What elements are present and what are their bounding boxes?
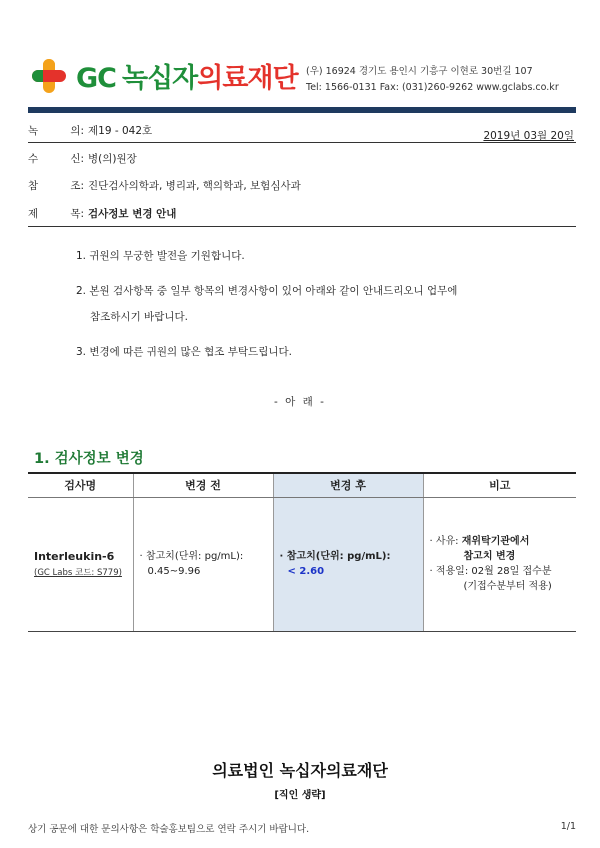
note-apply-date: · 적용일: 02월 28일 접수분 (429, 566, 552, 577)
after-value: < 2.60 (287, 566, 325, 577)
recipient-row (28, 151, 137, 166)
label-char: 제 (28, 208, 39, 220)
gc-logo (30, 56, 298, 95)
test-code: (GC Labs 코드: S779) (34, 568, 122, 578)
logo-name-green: 녹십자 (121, 63, 198, 94)
gc-cross-logo-icon (30, 57, 68, 95)
paragraph-1: 1. 귀원의 무궁한 발전을 기원합니다. (76, 250, 245, 262)
header-after: 변경 후 (273, 473, 423, 497)
note-reason-text: 재위탁기관에서 (461, 536, 530, 547)
address: (우) 16924 경기도 용인시 기흥구 이현로 30번길 107 (306, 66, 533, 77)
paragraph-2-line-2: 참조하시기 바랍니다. (90, 311, 188, 323)
before-label: · 참고치(단위: pg/mL): (139, 551, 244, 562)
logo-wordmark (76, 56, 298, 95)
subject-label (28, 206, 88, 221)
phone-fax-web: Tel: 1566-0131 Fax: (031)260-9262 www.gclabs.co.kr (306, 82, 559, 93)
label-char: 신: (70, 153, 84, 165)
paragraph-2-line-1: 2. 본원 검사항목 중 일부 항목의 변경사항이 있어 아래와 같이 안내드리오니 업무에 (76, 285, 458, 297)
label-char: 목: (70, 208, 84, 220)
subject-divider (28, 226, 576, 227)
cell-after (273, 497, 423, 631)
table-header-row (28, 473, 576, 497)
test-name: Interleukin-6 (34, 550, 115, 563)
recipient: 병(의)원장 (88, 153, 137, 165)
doc-number: 제19 - 042호 (88, 125, 153, 137)
logo-gc: GC (76, 63, 116, 94)
page-number: 1/1 (560, 821, 576, 832)
contact-info (306, 64, 559, 96)
label-char: 조: (70, 180, 84, 192)
note-reason-text-2: 참고치 변경 (463, 551, 516, 562)
doc-number-label (28, 123, 88, 138)
cell-note (423, 497, 576, 631)
cell-test-name (28, 497, 133, 631)
label-char: 녹 (28, 125, 39, 137)
header-test-name: 검사명 (28, 473, 133, 497)
below-marker: - 아 래 - (274, 396, 326, 408)
issuer-org: 의료법인 녹십자의료재단 (212, 761, 388, 780)
meta-divider (28, 142, 576, 143)
header-before: 변경 전 (133, 473, 273, 497)
after-label: · 참고치(단위: pg/mL): (279, 551, 391, 562)
seal-omitted: [직인 생략] (274, 790, 326, 801)
letterhead (0, 0, 600, 110)
note-apply-detail: (기접수분부터 적용) (463, 581, 552, 592)
doc-date: 2019년 03월 20일 (483, 130, 574, 142)
reference: 진단검사의학과, 병리과, 핵의학과, 보험심사과 (88, 180, 301, 192)
doc-number-row (28, 123, 152, 138)
subject: 검사정보 변경 안내 (88, 208, 177, 220)
label-char: 참 (28, 180, 39, 192)
header-divider (28, 107, 576, 113)
footer-note: 상기 공문에 대한 문의사항은 학술홍보팀으로 연락 주시기 바랍니다. (28, 824, 310, 835)
label-char: 수 (28, 153, 39, 165)
reference-label (28, 178, 88, 193)
logo-name-red: 의료재단 (197, 63, 298, 94)
cell-before (133, 497, 273, 631)
subject-row (28, 206, 176, 221)
note-reason-label: · 사유: (429, 536, 462, 547)
section-title: 1. 검사정보 변경 (34, 451, 144, 467)
paragraph-3: 3. 변경에 따른 귀원의 많은 협조 부탁드립니다. (76, 346, 292, 358)
test-info-table (28, 472, 576, 632)
note-reason (430, 534, 571, 549)
header-note: 비고 (423, 473, 576, 497)
reference-row (28, 178, 301, 193)
recipient-label (28, 151, 88, 166)
before-value: 0.45~9.96 (147, 566, 201, 577)
label-char: 의: (70, 125, 84, 137)
table-row (28, 497, 576, 631)
